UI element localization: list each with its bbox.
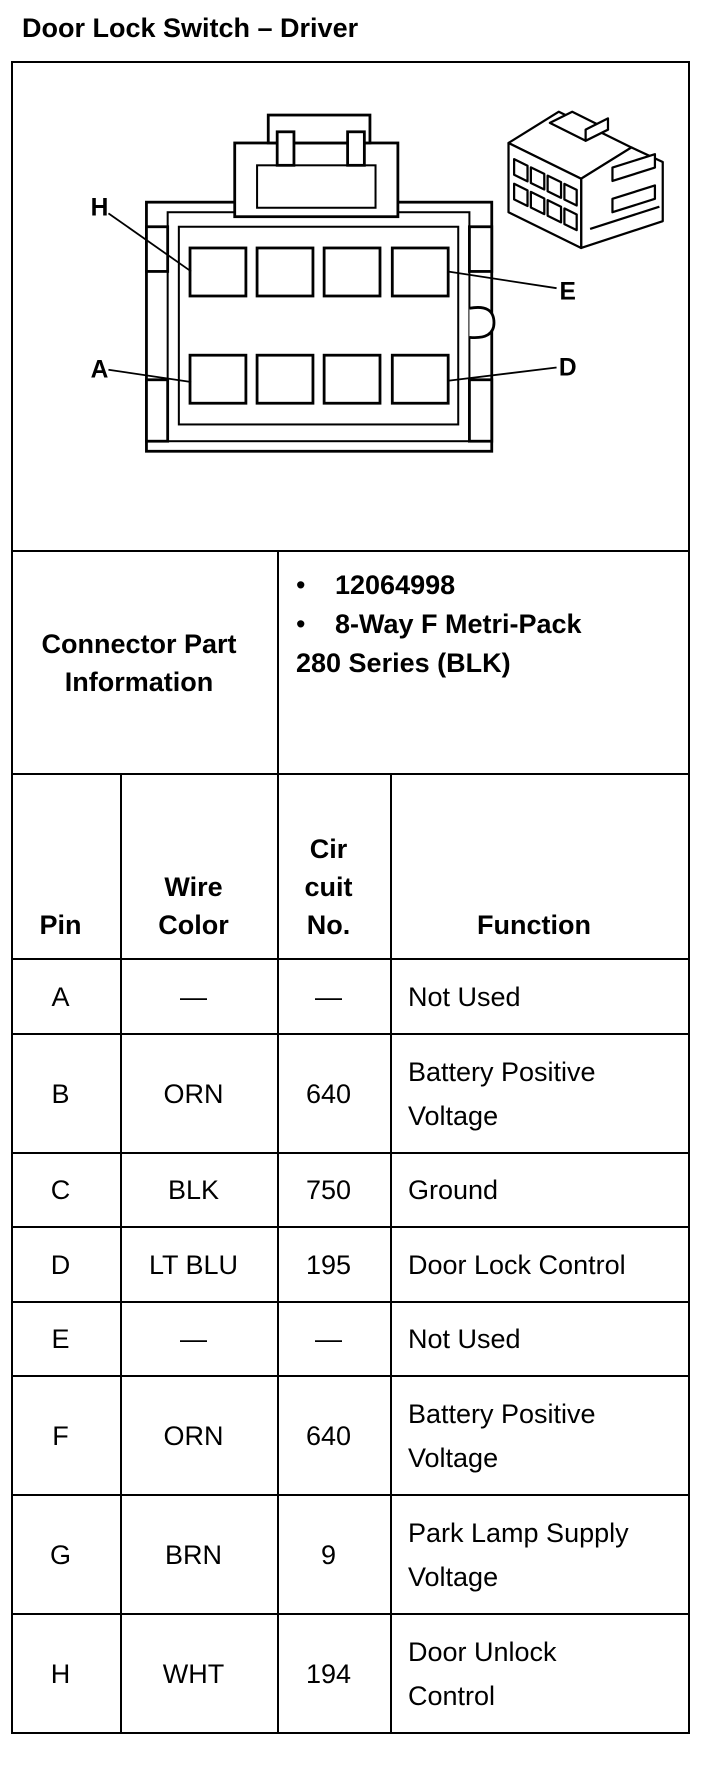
circuit-value: — xyxy=(315,1324,342,1354)
pin-value: H xyxy=(50,1658,71,1689)
circuit-value: 194 xyxy=(305,1658,352,1689)
circuit-value: 195 xyxy=(305,1249,352,1280)
function-line: Not Used xyxy=(408,981,521,1012)
callout-label-h: H xyxy=(90,194,109,222)
function-cell xyxy=(392,1377,688,1494)
connector-series: 280 Series (BLK) xyxy=(296,648,511,678)
connector-info-values-cell xyxy=(279,552,688,773)
function-line: Not Used xyxy=(408,1324,521,1354)
pin-cell xyxy=(13,1377,122,1494)
left-upper-lug xyxy=(146,227,167,272)
header-line: No. xyxy=(306,910,351,940)
wire-color-cell xyxy=(122,960,279,1033)
connector-info-item xyxy=(296,566,455,605)
wire-color-value: LT BLU xyxy=(148,1249,239,1280)
pin-cavity-f xyxy=(324,248,380,296)
table-row xyxy=(13,1035,688,1154)
bullet-icon: • xyxy=(296,609,306,639)
callout-label-e: E xyxy=(559,278,576,306)
circuit-cell xyxy=(279,1377,392,1494)
wire-color-value: WHT xyxy=(162,1658,225,1689)
callout-label-d: D xyxy=(558,354,577,382)
pin-value: D xyxy=(50,1249,71,1280)
circuit-cell xyxy=(279,1228,392,1301)
pin-cell xyxy=(13,1496,122,1613)
function-line: Battery Positive xyxy=(408,1398,596,1429)
circuit-value: 9 xyxy=(320,1539,337,1570)
circuit-cell xyxy=(279,1035,392,1152)
pin-cavity-d xyxy=(392,355,448,403)
table-row xyxy=(13,1303,688,1377)
function-line: Voltage xyxy=(408,1442,499,1473)
wire-color-value: ORN xyxy=(163,1420,224,1451)
function-cell xyxy=(392,1615,688,1732)
pin-value: C xyxy=(50,1175,71,1205)
connector-diagram xyxy=(13,63,688,550)
right-lower-lug xyxy=(469,380,491,441)
wire-color-value: — xyxy=(180,981,207,1012)
circuit-cell xyxy=(279,1154,392,1226)
header-line: Pin xyxy=(39,910,82,940)
keying-notch xyxy=(469,307,494,337)
function-cell xyxy=(392,1496,688,1613)
function-cell xyxy=(392,1303,688,1375)
connector-info-item xyxy=(296,605,582,644)
wire-color-value: ORN xyxy=(163,1078,224,1109)
wire-color-cell xyxy=(122,1377,279,1494)
header-line: Function xyxy=(477,910,591,940)
header-line: cuit xyxy=(304,872,353,902)
table-row xyxy=(13,1615,688,1732)
pin-cavity-g xyxy=(257,248,313,296)
connector-type: 8-Way F Metri-Pack xyxy=(335,609,582,639)
diagram-row xyxy=(13,63,688,552)
table-row xyxy=(13,1228,688,1303)
function-line: Voltage xyxy=(408,1561,499,1592)
latch-inner xyxy=(257,165,375,207)
left-lower-lug xyxy=(146,380,167,441)
function-cell xyxy=(392,1228,688,1301)
wire-color-cell xyxy=(122,1154,279,1226)
page-title: Door Lock Switch – Driver xyxy=(22,13,359,43)
circuit-cell xyxy=(279,1615,392,1732)
callout-label-a: A xyxy=(90,356,109,384)
wire-color-value: BLK xyxy=(167,1175,220,1205)
pin-cavity-b xyxy=(257,355,313,403)
table-row xyxy=(13,1154,688,1228)
connector-info-row xyxy=(13,552,688,775)
wire-color-value: BRN xyxy=(164,1539,222,1570)
function-line: Park Lamp Supply xyxy=(408,1517,629,1548)
header-pin xyxy=(13,775,122,958)
table-row xyxy=(13,1377,688,1496)
circuit-value: 640 xyxy=(305,1078,352,1109)
header-circuit-number xyxy=(279,775,392,958)
latch-window-left xyxy=(277,132,294,166)
pin-cavity-c xyxy=(324,355,380,403)
function-line: Battery Positive xyxy=(408,1056,596,1087)
pin-value: G xyxy=(49,1539,71,1570)
pin-value: F xyxy=(52,1420,69,1451)
function-cell xyxy=(392,960,688,1033)
header-line: Cir xyxy=(309,834,348,864)
pin-cell xyxy=(13,1615,122,1732)
function-line: Voltage xyxy=(408,1100,499,1131)
connector-isometric-view xyxy=(509,112,663,248)
wire-color-cell xyxy=(122,1228,279,1301)
wire-color-cell xyxy=(122,1035,279,1152)
function-line: Door Unlock xyxy=(408,1636,557,1667)
function-line: Door Lock Control xyxy=(408,1249,626,1280)
circuit-cell xyxy=(279,960,392,1033)
pin-cell xyxy=(13,1035,122,1152)
circuit-value: 640 xyxy=(305,1420,352,1451)
pin-cell xyxy=(13,1154,122,1226)
circuit-cell xyxy=(279,1496,392,1613)
pin-cell xyxy=(13,1303,122,1375)
pin-cell xyxy=(13,1228,122,1301)
connector-info-label-cell xyxy=(13,552,279,773)
circuit-value: 750 xyxy=(305,1175,352,1205)
header-function xyxy=(392,775,688,958)
column-header-row xyxy=(13,775,688,960)
part-number: 12064998 xyxy=(335,570,456,600)
function-cell xyxy=(392,1154,688,1226)
pin-value: B xyxy=(51,1078,70,1109)
bullet-icon: • xyxy=(296,570,306,600)
function-cell xyxy=(392,1035,688,1152)
connector-info-label: Connector Part Information xyxy=(41,628,237,697)
table-row xyxy=(13,1496,688,1615)
table-row xyxy=(13,960,688,1035)
wire-color-value: — xyxy=(180,1324,207,1354)
header-line: Wire xyxy=(164,872,223,902)
header-line: Color xyxy=(158,910,229,940)
function-line: Control xyxy=(408,1680,496,1711)
circuit-value: — xyxy=(315,981,342,1012)
circuit-cell xyxy=(279,1303,392,1375)
pin-value: A xyxy=(51,981,70,1012)
wire-color-cell xyxy=(122,1615,279,1732)
wire-color-cell xyxy=(122,1303,279,1375)
pin-cavity-h xyxy=(190,248,246,296)
right-upper-lug xyxy=(469,227,491,272)
latch-window-right xyxy=(348,132,365,166)
function-line: Ground xyxy=(408,1175,499,1205)
pin-value: E xyxy=(51,1324,70,1354)
pin-cell xyxy=(13,960,122,1033)
pin-cavity-e xyxy=(392,248,448,296)
wire-color-cell xyxy=(122,1496,279,1613)
pin-cavity-a xyxy=(190,355,246,403)
connector-end-view-table xyxy=(11,61,690,1734)
header-wire-color xyxy=(122,775,279,958)
